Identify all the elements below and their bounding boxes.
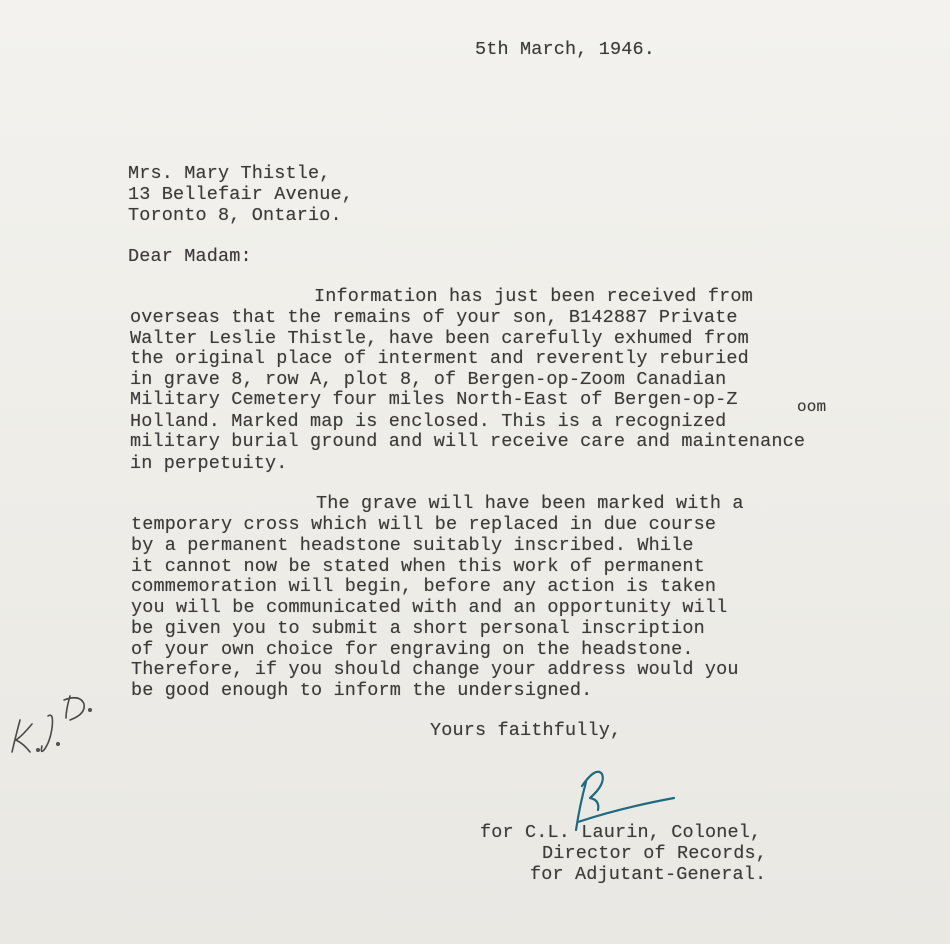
signature-line: for C.L. Laurin, Colonel, xyxy=(480,822,762,843)
paragraph-1-line: military burial ground and will receive care and maintenance xyxy=(130,431,806,452)
paragraph-1-line: in grave 8, row A, plot 8, of Bergen-op-Zoom Canadian xyxy=(130,369,727,390)
paragraph-1-line: Military Cemetery four miles North-East of Bergen-op-Z xyxy=(130,389,738,410)
paragraph-1-line: overseas that the remains of your son, B142887 Private xyxy=(130,307,738,328)
recipient-street: 13 Bellefair Avenue, xyxy=(128,184,354,205)
paragraph-2-line: Therefore, if you should change your address would you xyxy=(131,659,739,680)
paragraph-2-line: The grave will have been marked with a xyxy=(316,493,744,514)
paragraph-1-line: Information has just been received from xyxy=(314,286,753,307)
paragraph-1-line: Holland. Marked map is enclosed. This is a recognized xyxy=(130,411,727,432)
paragraph-1-line: in perpetuity. xyxy=(130,453,288,474)
paragraph-2-line: be good enough to inform the undersigned. xyxy=(131,680,593,701)
paragraph-2-line: it cannot now be stated when this work of permanent xyxy=(131,556,705,577)
signature-line: for Adjutant-General. xyxy=(530,864,767,885)
paragraph-2-line: of your own choice for engraving on the headstone. xyxy=(131,639,694,660)
paragraph-2-line: commemoration will begin, before any action is taken xyxy=(131,576,717,597)
paragraph-1-overflow: oom xyxy=(797,398,827,416)
handwritten-initials-mark xyxy=(4,690,104,770)
paragraph-2-line: temporary cross which will be replaced in due course xyxy=(131,514,717,535)
recipient-name: Mrs. Mary Thistle, xyxy=(128,163,331,184)
paragraph-2-line: you will be communicated with and an opportunity will xyxy=(131,597,728,618)
paragraph-1-line: Walter Leslie Thistle, have been carefully exhumed from xyxy=(130,328,749,349)
paragraph-2-line: by a permanent headstone suitably inscribed. While xyxy=(131,535,694,556)
letter-date: 5th March, 1946. xyxy=(475,39,656,60)
recipient-city: Toronto 8, Ontario. xyxy=(128,205,342,226)
signature-line: Director of Records, xyxy=(542,843,768,864)
closing: Yours faithfully, xyxy=(430,720,622,741)
paragraph-1-line: the original place of interment and reverently reburied xyxy=(130,348,749,369)
salutation: Dear Madam: xyxy=(128,246,252,267)
paragraph-2-line: be given you to submit a short personal inscription xyxy=(131,618,705,639)
